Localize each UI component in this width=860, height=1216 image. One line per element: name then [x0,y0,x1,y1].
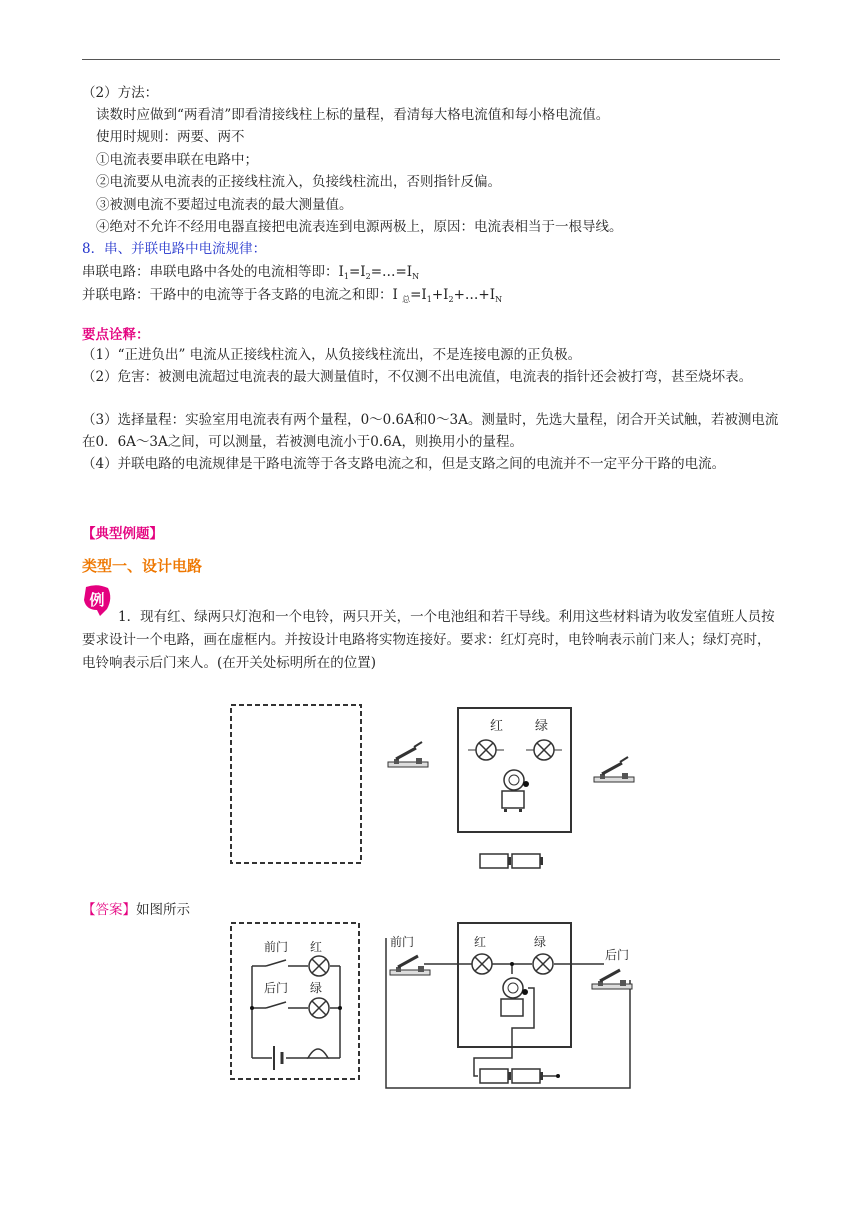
schem-front-label: 前门 [264,940,289,954]
bell-icon [502,770,529,812]
red-lamp-icon [468,740,504,760]
schem-battery-icon [274,1046,282,1070]
green-lamp-icon [526,740,562,760]
schem-red-lamp-icon [309,956,329,976]
type1-heading: 类型一、设计电路 [82,557,203,575]
rule-1: ①电流表要串联在电路中； [96,152,258,168]
phys-red-lamp-icon [472,954,492,974]
use-rule: 使用时规则：两要、两不 [96,129,245,145]
phys-green-label: 绿 [534,935,547,949]
series-rule: 串联电路：串联电路中各处的电流相等即：$I_1=I_2=\dots=I_N$ [82,264,420,281]
battery-icon [480,854,543,868]
answer-line [82,900,190,920]
section8-title: 8．串、并联电路中电流规律： [82,241,267,257]
schem-green-lamp-icon [309,998,329,1018]
red-label: 红 [490,719,504,734]
phys-battery-icon [480,1069,543,1083]
key-point-2: （2）危害：被测电流超过电流表的最大测量值时，不仅测不出电流值，电流表的指针还会被打弯，甚至烧坏表。 [82,369,753,385]
green-label: 绿 [535,719,549,734]
schem-back-label: 后门 [264,981,289,995]
schematic-wires [252,960,340,1058]
rule-2: ②电流要从电流表的正接线柱流入，负接线柱流出，否则指针反偏。 [96,174,501,190]
right-switch-icon [594,757,634,782]
answer-tag: 【答案】 [82,902,136,918]
header-rule [82,59,780,60]
phys-back-label: 后门 [605,948,630,962]
key-points-title: 要点诠释： [82,327,150,343]
schem-red-label: 红 [310,940,323,954]
question-1: 1．现有红、绿两只灯泡和一个电铃，两只开关，一个电池组和若干导线。利用这些材料请为收发室值班人员按要求设计一个电路，画在虚框内。并按设计电路将实物连接好。要求：红灯亮时，电铃响表示前门来人；绿灯亮时，电铃响表示后门来人。(在开关处标明所在的位置) [82,609,775,671]
phys-bell-icon [501,978,528,1016]
key-point-4: （4）并联电路的电流规律是干路电流等于各支路电流之和，但是支路之间的电流并不一定平分干路的电流。 [82,456,726,472]
question-figure [228,700,648,880]
answer-text: 如图所示 [136,902,190,918]
example-badge-label: 例 [89,591,105,609]
phys-front-label: 前门 [390,935,415,949]
left-switch-icon [388,742,428,767]
method-heading: （2）方法： [82,85,159,101]
phys-front-switch-icon [390,956,430,975]
phys-back-switch-icon [592,970,632,989]
answer-figure [228,918,648,1098]
read-rule: 读数时应做到“两看清”即看清接线柱上标的量程，看清每大格电流值和每小格电流值。 [96,107,610,123]
phys-green-lamp-icon [533,954,553,974]
key-point-3: （3）选择量程：实验室用电流表有两个量程，0～0.6A和0～3A。测量时，先选大量程，闭合开关试触，若被测电流在0．6A～3A之间，可以测量，若被测电流小于0.6A，则换用小的量程。 [82,412,779,450]
phys-red-label: 红 [474,935,487,949]
rule-3: ③被测电流不要超过电流表的最大测量值。 [96,197,353,213]
dashed-design-box [231,705,361,863]
examples-heading: 【典型例题】 [82,526,163,542]
rule-4: ④绝对不允许不经用电器直接把电流表连到电源两极上，原因：电流表相当于一根导线。 [96,219,623,235]
key-point-1: （1）“正进负出” 电流从正接线柱流入，从负接线柱流出，不是连接电源的正负极。 [82,347,582,363]
schem-green-label: 绿 [310,981,323,995]
schem-bell-icon [308,1049,328,1058]
parallel-rule: 并联电路：干路中的电流等于各支路的电流之和即：I $_总=I_1+I_2+\dots+I_N$ [82,287,503,304]
